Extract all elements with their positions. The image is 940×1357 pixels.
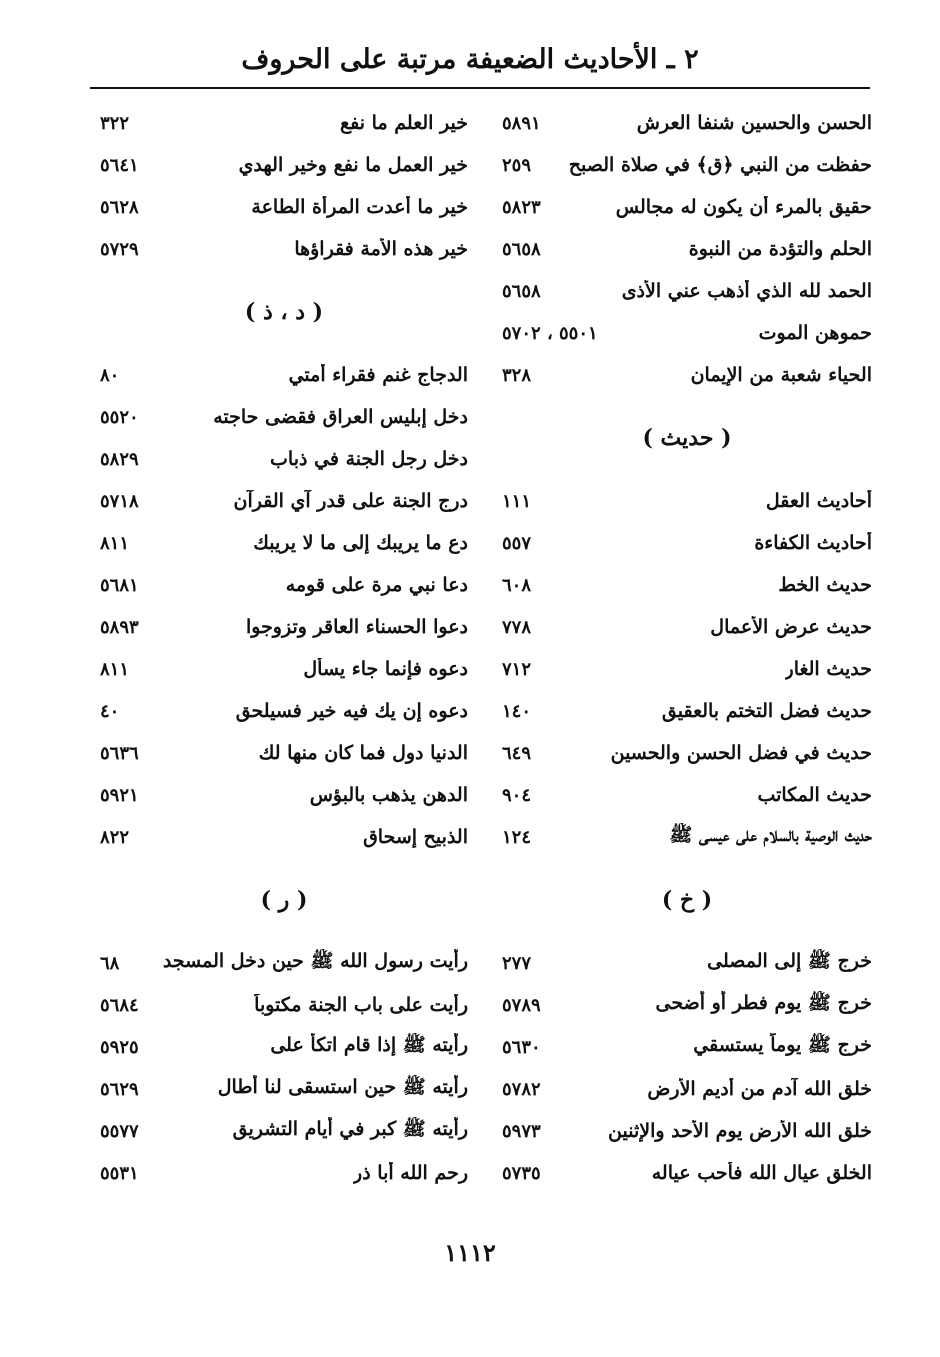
hadith-number: ٨٠ xyxy=(100,364,120,386)
hadith-entry xyxy=(100,1110,468,1152)
hadith-entry xyxy=(502,774,872,816)
hadith-number: ٥٧٣٥ xyxy=(502,1162,541,1184)
hadith-entry xyxy=(502,1026,872,1068)
hadith-number: ٥٥٧ xyxy=(502,532,532,554)
hadith-text: خرج ﷺ يوماً يستسقي xyxy=(693,1034,872,1056)
hadith-text: خرج ﷺ إلى المصلى xyxy=(707,950,872,972)
hadith-number: ٣٢٢ xyxy=(100,112,130,134)
hadith-number: ٥٨٢٣ xyxy=(502,196,541,218)
hadith-text: رأيته ﷺ إذا قام اتكأ على xyxy=(270,1034,468,1056)
right-column xyxy=(502,102,872,1194)
hadith-number: ٥٦٢٩ xyxy=(100,1078,139,1100)
hadith-number: ٥٦٢٨ xyxy=(100,196,139,218)
hadith-number: ٥٥٣١ xyxy=(100,1162,139,1184)
hadith-number: ١٤٠ xyxy=(502,700,532,722)
hadith-entry xyxy=(502,186,872,228)
hadith-text: الدجاج غنم فقراء أمتي xyxy=(288,364,468,386)
hadith-text: دخل رجل الجنة في ذباب xyxy=(270,448,468,470)
hadith-text: الحياء شعبة من الإيمان xyxy=(690,364,872,386)
hadith-text: دعوه فإنما جاء يسأل xyxy=(303,658,468,680)
hadith-text: خلق الله الأرض يوم الأحد والإثنين xyxy=(608,1120,872,1142)
hadith-number: ٣٢٨ xyxy=(502,364,532,386)
hadith-text: حقيق بالمرء أن يكون له مجالس xyxy=(615,196,872,218)
hadith-number: ٥٦٤١ xyxy=(100,154,139,176)
hadith-entry xyxy=(502,690,872,732)
hadith-number: ٥٦٣٦ xyxy=(100,742,139,764)
section-heading: ( خ ) xyxy=(661,887,713,913)
hadith-number: ٦٨ xyxy=(100,952,120,974)
hadith-text: حديث الغار xyxy=(784,658,872,680)
hadith-entry xyxy=(100,396,468,438)
hadith-entry xyxy=(502,354,872,396)
hadith-entry xyxy=(100,564,468,606)
hadith-number: ٥٧٨٢ xyxy=(502,1078,541,1100)
hadith-entry xyxy=(502,1152,872,1194)
hadith-text: حديث الخط xyxy=(778,574,872,596)
hadith-number: ٥٨٢٩ xyxy=(100,448,139,470)
page-header: ٢ ـ الأحاديث الضعيفة مرتبة على الحروف xyxy=(241,44,699,75)
hadith-entry xyxy=(100,690,468,732)
hadith-entry xyxy=(502,732,872,774)
entry-group xyxy=(502,480,872,858)
header-rule xyxy=(90,87,870,89)
hadith-text: خلق الله آدم من أديم الأرض xyxy=(647,1078,872,1100)
hadith-entry xyxy=(100,774,468,816)
hadith-entry xyxy=(502,228,872,270)
hadith-entry xyxy=(502,1110,872,1152)
hadith-text: دعا نبي مرة على قومه xyxy=(285,574,468,596)
hadith-number: ٦٠٨ xyxy=(502,574,532,596)
hadith-number: ٥٨٩١ xyxy=(502,112,541,134)
hadith-text: حديث في فضل الحسن والحسين xyxy=(610,742,872,764)
hadith-entry xyxy=(100,102,468,144)
hadith-number: ٥٦٨٤ xyxy=(100,994,139,1016)
hadith-entry xyxy=(502,270,872,312)
section-heading: ( د ، ذ ) xyxy=(244,299,324,325)
hadith-number: ٧١٢ xyxy=(502,658,532,680)
hadith-text: الحلم والتؤدة من النبوة xyxy=(688,238,872,260)
hadith-text: خرج ﷺ يوم فطر أو أضحى xyxy=(655,992,872,1014)
hadith-entry xyxy=(502,522,872,564)
hadith-number: ٥٥٧٧ xyxy=(100,1120,139,1142)
hadith-number: ٥٥٢٠ xyxy=(100,406,139,428)
entry-group xyxy=(100,942,468,1194)
hadith-text: أحاديث العقل xyxy=(765,490,872,512)
hadith-text: رأيته ﷺ حين استسقى لنا أطال xyxy=(217,1076,468,1098)
hadith-text: درج الجنة على قدر آي القرآن xyxy=(233,490,468,512)
hadith-entry xyxy=(502,648,872,690)
hadith-text: خير ما أعدت المرأة الطاعة xyxy=(251,196,468,218)
hadith-number: ٨١١ xyxy=(100,532,130,554)
hadith-entry xyxy=(100,228,468,270)
section-heading: ( ر ) xyxy=(260,887,308,913)
hadith-text: الذبيح إسحاق xyxy=(363,826,468,848)
hadith-number: ٥٩٢٥ xyxy=(100,1036,139,1058)
hadith-text: حديث فضل التختم بالعقيق xyxy=(661,700,872,722)
hadith-number: ٥٦٣٠ xyxy=(502,1036,541,1058)
hadith-text: الدنيا دول فما كان منها لك xyxy=(258,742,468,764)
hadith-number: ٩٠٤ xyxy=(502,784,532,806)
hadith-entry xyxy=(100,522,468,564)
hadith-entry xyxy=(100,606,468,648)
hadith-text: الخلق عيال الله فأحب عياله xyxy=(651,1162,872,1184)
hadith-number: ٥٩٧٣ xyxy=(502,1120,541,1142)
hadith-number: ٥٨٩٣ xyxy=(100,616,139,638)
hadith-entry xyxy=(100,732,468,774)
hadith-entry xyxy=(502,606,872,648)
hadith-entry xyxy=(100,144,468,186)
hadith-number: ٥٧٨٩ xyxy=(502,994,541,1016)
hadith-entry xyxy=(100,942,468,984)
page-number: ١١١٢ xyxy=(444,1238,496,1267)
left-column xyxy=(100,102,468,1194)
hadith-number: ٨٢٢ xyxy=(100,826,130,848)
hadith-text: الحسن والحسين شنفا العرش xyxy=(636,112,872,134)
hadith-number: ٨١١ xyxy=(100,658,130,680)
hadith-text: دخل إبليس العراق فقضى حاجته xyxy=(213,406,468,428)
hadith-text: خير هذه الأمة فقراؤها xyxy=(294,238,468,260)
hadith-number: ٥٥٠١ ، ٥٧٠٢ xyxy=(502,322,598,344)
hadith-text: حموهن الموت xyxy=(758,322,872,344)
hadith-number: ١٢٤ xyxy=(502,826,532,848)
hadith-number: ٢٥٩ xyxy=(502,154,532,176)
section-heading: ( حديث ) xyxy=(642,425,732,451)
hadith-number: ٥٧٢٩ xyxy=(100,238,139,260)
hadith-entry xyxy=(502,480,872,522)
hadith-entry xyxy=(502,984,872,1026)
hadith-entry xyxy=(502,816,872,858)
hadith-text: دعوه إن يك فيه خير فسيلحق xyxy=(235,700,468,722)
hadith-entry xyxy=(100,1068,468,1110)
hadith-entry xyxy=(502,1068,872,1110)
hadith-text: حديث عرض الأعمال xyxy=(710,616,872,638)
hadith-text: دعوا الحسناء العاقر وتزوجوا xyxy=(245,616,468,638)
hadith-entry xyxy=(100,1152,468,1194)
hadith-number: ٥٦٥٨ xyxy=(502,280,541,302)
hadith-number: ١١١ xyxy=(502,490,532,512)
hadith-text: خير العمل ما نفع وخير الهدي xyxy=(238,154,468,176)
hadith-entry xyxy=(100,186,468,228)
hadith-number: ٤٠ xyxy=(100,700,120,722)
hadith-number: ٦٤٩ xyxy=(502,742,532,764)
hadith-text: رأيت على باب الجنة مكتوباً xyxy=(254,994,468,1016)
hadith-entry xyxy=(100,984,468,1026)
hadith-text: الدهن يذهب بالبؤس xyxy=(309,784,468,806)
hadith-entry xyxy=(502,564,872,606)
hadith-entry xyxy=(100,480,468,522)
hadith-text: أحاديث الكفاءة xyxy=(754,532,872,554)
hadith-entry xyxy=(502,312,872,354)
hadith-text: حديث المكاتب xyxy=(757,784,872,806)
hadith-text: رأيته ﷺ كبر في أيام التشريق xyxy=(232,1118,468,1140)
entry-group xyxy=(100,102,468,270)
hadith-entry xyxy=(100,816,468,858)
hadith-text: حفظت من النبي ﴿ق﴾ في صلاة الصبح xyxy=(568,154,872,176)
hadith-text: خير العلم ما نفع xyxy=(340,112,468,134)
hadith-entry xyxy=(100,438,468,480)
hadith-number: ٥٦٥٨ xyxy=(502,238,541,260)
entry-group xyxy=(502,942,872,1194)
entry-group xyxy=(502,102,872,396)
hadith-entry xyxy=(502,102,872,144)
hadith-entry xyxy=(502,942,872,984)
hadith-entry xyxy=(100,1026,468,1068)
entry-group xyxy=(100,354,468,858)
hadith-text: الحمد لله الذي أذهب عني الأذى xyxy=(621,280,872,302)
hadith-entry xyxy=(100,648,468,690)
hadith-number: ٥٧١٨ xyxy=(100,490,139,512)
hadith-text: رحم الله أبا ذر xyxy=(353,1162,468,1184)
hadith-number: ٥٦٨١ xyxy=(100,574,139,596)
hadith-text: رأيت رسول الله ﷺ حين دخل المسجد xyxy=(162,950,468,972)
hadith-text: دع ما يريبك إلى ما لا يريبك xyxy=(253,532,468,554)
hadith-number: ٥٩٢١ xyxy=(100,784,139,806)
hadith-entry xyxy=(502,144,872,186)
hadith-number: ٢٧٧ xyxy=(502,952,532,974)
hadith-number: ٧٧٨ xyxy=(502,616,532,638)
hadith-text: حديث الوصية بالسلام على عيسى ﷺ xyxy=(669,824,872,846)
hadith-entry xyxy=(100,354,468,396)
